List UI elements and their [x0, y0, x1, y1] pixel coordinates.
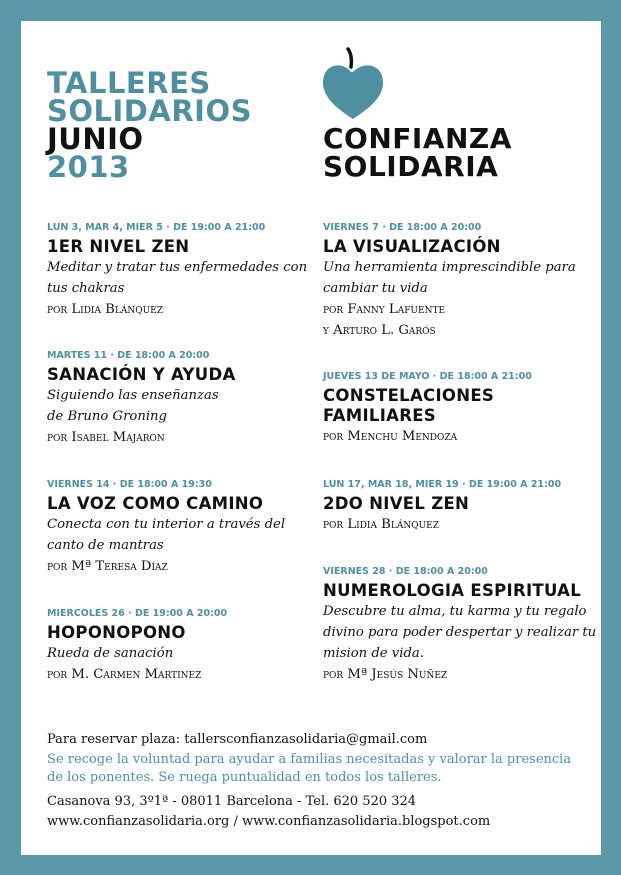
heading-line-4: 2013 — [47, 150, 130, 184]
event-desc: divino para poder despertar y realizar tu — [323, 625, 597, 640]
event-presenter: por Menchu Mendoza — [323, 429, 458, 444]
heading-line-3: JUNIO — [47, 122, 144, 156]
event-presenter: por Mª Jesús Nuñez — [323, 667, 448, 682]
event-voz — [47, 479, 285, 577]
event-date: LUN 3, MAR 4, MIER 5 · DE 19:00 A 21:00 — [47, 222, 266, 233]
event-date: VIERNES 28 · DE 18:00 A 20:00 — [323, 566, 488, 577]
event-presenter: y Arturo L. Garós — [323, 323, 436, 338]
event-desc: Rueda de sanación — [47, 646, 174, 661]
event-date: JUEVES 13 DE MAYO · DE 18:00 A 21:00 — [323, 371, 532, 382]
event-desc: Meditar y tratar tus enfermedades con — [47, 260, 308, 275]
event-constelaciones — [323, 371, 532, 447]
event-numerologia — [323, 566, 596, 685]
event-desc: canto de mantras — [47, 538, 164, 553]
event-presenter: por M. Carmen Martinez — [47, 667, 202, 682]
event-date: VIERNES 14 · DE 18:00 A 19:30 — [47, 479, 212, 490]
event-desc: tus chakras — [47, 281, 125, 296]
event-presenter: por Isabel Majaron — [47, 430, 165, 445]
event-title: LA VOZ COMO CAMINO — [47, 494, 264, 513]
event-presenter: por Fanny Lafuente — [323, 302, 446, 317]
event-desc: mision de vida. — [323, 646, 424, 661]
event-title: HOPONOPONO — [47, 623, 186, 642]
event-desc: cambiar tu vida — [323, 281, 428, 296]
heading-line-2: SOLIDARIOS — [47, 94, 252, 128]
event-title: 2DO NIVEL ZEN — [323, 494, 470, 513]
org-name-line-1: CONFIANZA — [323, 122, 512, 155]
event-title: CONSTELACIONES — [323, 386, 495, 405]
event-date: MIERCOLES 26 · DE 19:00 A 20:00 — [47, 608, 228, 619]
event-desc: Siguiendo las enseñanzas — [47, 388, 219, 403]
org-name-line-2: SOLIDARIA — [323, 150, 499, 183]
address: Casanova 93, 3º1ª - 08011 Barcelona - Tel. 620 520 324 — [47, 794, 417, 809]
event-date: LUN 17, MAR 18, MIER 19 · DE 19:00 A 21:00 — [323, 479, 562, 490]
event-title: FAMILIARES — [323, 406, 436, 425]
event-title: LA VISUALIZACIÓN — [323, 237, 501, 256]
event-presenter: por Mª Teresa Díaz — [47, 559, 168, 574]
event-presenter: por Lidia Blánquez — [47, 302, 164, 317]
event-presenter: por Lidia Blánquez — [323, 517, 440, 532]
event-desc: de Bruno Groning — [47, 409, 167, 424]
donation-note-line-1: Se recoge la voluntad para ayudar a familias necesitadas y valorar la presencia — [47, 752, 572, 767]
event-desc: Descubre tu alma, tu karma y tu regalo — [323, 604, 587, 619]
event-visualizacion — [323, 222, 576, 341]
event-date: MARTES 11 · DE 18:00 A 20:00 — [47, 350, 210, 361]
reserve-info: Para reservar plaza: tallersconfianzasolidaria@gmail.com — [47, 732, 428, 747]
event-hoponopono — [47, 608, 227, 685]
donation-note-line-2: de los ponentes. Se ruega puntualidad en todos los talleres. — [47, 770, 442, 785]
event-desc: Conecta con tu interior a través del — [47, 517, 286, 532]
apple-heart-icon — [321, 45, 385, 121]
event-title: 1ER NIVEL ZEN — [47, 237, 190, 256]
heading-line-1: TALLERES — [47, 66, 211, 100]
website-links[interactable]: www.confianzasolidaria.org / www.confianzasolidaria.blogspot.com — [47, 814, 491, 829]
event-sanacion — [47, 350, 236, 448]
event-title: NUMEROLOGIA ESPIRITUAL — [323, 581, 582, 600]
poster-sheet — [21, 21, 601, 855]
event-zen-1 — [47, 222, 307, 320]
event-title: SANACIÓN Y AYUDA — [47, 365, 236, 384]
event-zen-2 — [323, 479, 561, 535]
event-date: VIERNES 7 · DE 18:00 A 20:00 — [323, 222, 482, 233]
event-desc: Una herramienta imprescindible para — [323, 260, 576, 275]
